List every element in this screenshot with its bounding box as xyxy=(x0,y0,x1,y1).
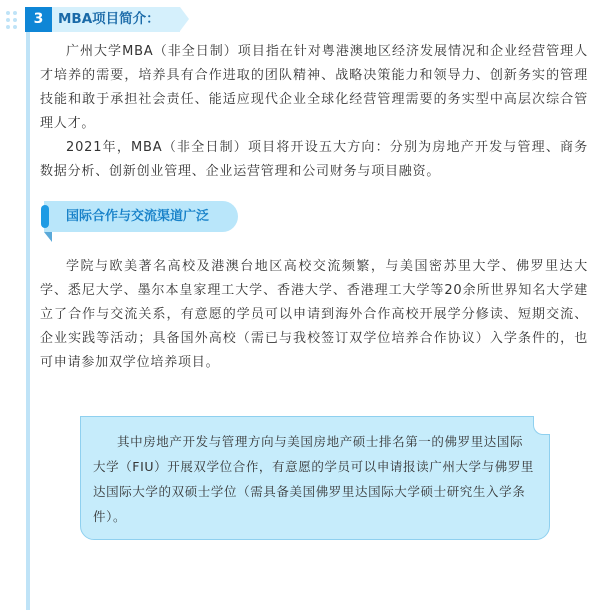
cooperation-paragraph: 学院与欧美著名高校及港澳台地区高校交流频繁，与美国密苏里大学、佛罗里达大学、悉尼大学、墨尔本皇家理工大学、香港大学、香港理工大学等20余所世界知名大学建立了合作与交流关系，有意愿的学员可以申请到海外合作高校开展学分修读、短期交流、企业实践等活动；具备国外高校（需已与我校签订双学位培养合作协议）入学条件的，也可申请参加双学位培养项目。 xyxy=(40,259,588,370)
section-title: MBA项目简介： xyxy=(52,7,180,32)
callout-text: 其中房地产开发与管理方向与美国房地产硕士排名第一的佛罗里达国际大学（FIU）开展双学位合作，有意愿的学员可以申请报读广州大学与佛罗里达国际大学的双硕士学位（需具备美国佛罗里达国际大学硕士研究生入学条件）。 xyxy=(93,434,535,524)
section-number-badge: 3 xyxy=(25,7,52,32)
pill-fold-decoration xyxy=(44,232,52,242)
intro-paragraph-1: 广州大学MBA（非全日制）项目指在针对粤港澳地区经济发展情况和企业经营管理人才培养的需要，培养具有合作进取的团队精神、战略决策能力和领导力、创新务实的管理技能和敢于承担社会责任、能适应现代企业全球化经营管理需要的务实型中高层次综合管理人才。 xyxy=(40,44,588,131)
left-rail-decoration xyxy=(26,32,30,610)
callout-box xyxy=(80,416,550,540)
intro-paragraph-2: 2021年，MBA（非全日制）项目将开设五大方向：分别为房地产开发与管理、商务数据分析、创新创业管理、企业运营管理和公司财务与项目融资。 xyxy=(40,140,588,179)
dots-decoration-icon xyxy=(4,7,24,32)
subsection-title-pill: 国际合作与交流渠道广泛 xyxy=(44,201,238,232)
